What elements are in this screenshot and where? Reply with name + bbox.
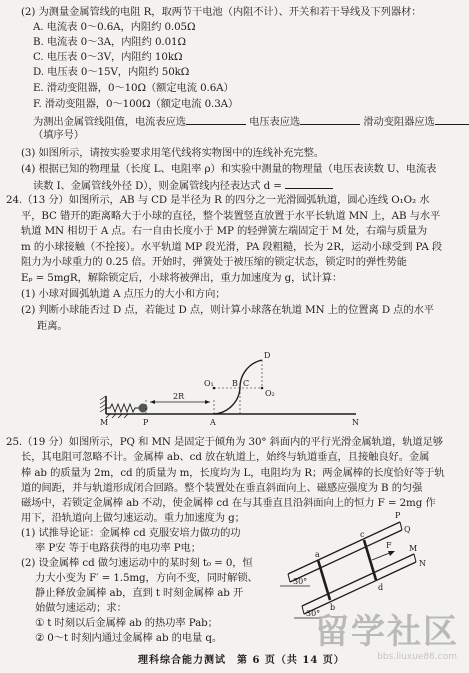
label-d: D (264, 351, 271, 360)
q24-part2-cont: 距离。 (37, 320, 68, 332)
q25-heading: 25.（19 分）如图所示，PQ 和 MN 是固定于倾角为 30° 斜面内的平行光滑金属轨道，轨道足够 (6, 436, 443, 448)
distance-label: 2R (173, 392, 185, 401)
watermark (315, 612, 459, 662)
q23-part3: (3) 如图所示，请按实验要求用笔代线将实物图中的连线补充完整。 (21, 147, 324, 159)
fig25-label-c: c (360, 530, 365, 539)
q24-line3: m 的小球接触（不拴接）。水平轨道 MP 段光滑，PA 段粗糙，长为 2R，运动小球受到 PA 段 (21, 241, 443, 253)
fig25-label-f: F (386, 541, 392, 550)
fig25-label-b: b (330, 603, 336, 612)
rail-ends (288, 522, 416, 614)
label-o1: O₁ (204, 379, 214, 388)
page-footer: 理科综合能力测试 第 6 页（共 14 页） (138, 655, 345, 666)
fill-hint: （填序号） (33, 129, 84, 141)
q24-line5: Eₚ = 5mgR，解除锁定后，小球将被弹出，重力加速度为 g，试计算： (21, 272, 343, 284)
q25-part2-l2: 力大小变为 F′ = 1.5mg，方向不变，同时解锁、 (35, 572, 258, 584)
fig25-label-n: N (419, 559, 426, 568)
watermark-brand: 留学社区 (315, 612, 459, 652)
q24-line1: 平，BC 错开的距离略大于小球的直径，整个装置竖直放置于水平长轨道 MN 上，AB 与水平 (21, 210, 441, 222)
q25-part2: (2) 设金属棒 cd 做匀速运动中的某时刻 t₀ = 0，恒 (21, 557, 253, 569)
q24-part2: (2) 判断小球能否过 D 点，若能过 D 点，则计算小球落在轨道 MN 上的位置离 D 点的水平 (21, 304, 434, 316)
fig25-label-d: d (378, 583, 384, 592)
label-a: A (210, 418, 216, 427)
rails (288, 522, 416, 614)
watermark-url: bbs.liuxue86.com (377, 652, 457, 662)
label-n: N (352, 418, 359, 427)
inner-diameter-prompt: 读数 I、金属管线外径 D），则金属管线内径表达式 d = (33, 180, 285, 192)
q23-part4: (4) 根据已知的物理量（长度 L、电阻率 ρ）和实验中测量的物理量（电压表读数 U、电流表 (21, 163, 437, 175)
q25-line3: 道的间距，并与轨道形成闭合回路。整个装置处在垂直斜面向上、磁感应强度为 B 的匀强 (21, 482, 423, 494)
fig25-label-a: a (315, 550, 320, 559)
q24-part1: (1) 小球对圆弧轨道 A 点压力的大小和方向； (21, 288, 226, 300)
q24-heading: 24.（13 分）如图所示，AB 与 CD 是半径为 R 的四分之一光滑圆弧轨道，圆心连线 O₁O₂ 水 (6, 194, 430, 206)
q25-sub1: ① t 时刻以后金属棒 ab 的热功率 Pab； (35, 617, 218, 629)
q25-line1: 长，其电阻可忽略不计。金属棒 ab、cd 放在轨道上，始终与轨道垂直，且接触良好。金属 (21, 451, 430, 463)
fig25-label-p: P (395, 511, 401, 520)
select-ammeter-label: 为测出金属管线阻值，电流表应选 (33, 116, 186, 128)
fig25-angle-upper: 30° (293, 577, 308, 586)
option-e: E. 滑动变阻器，0～10Ω（额定电流 0.6A） (33, 82, 234, 94)
q25-part2-l3: 静止释放金属棒 ab，直到 t 时刻金属棒 ab 开 (35, 587, 244, 599)
fig25-label-m: M (409, 544, 418, 553)
option-f: F. 滑动变阻器，0～100Ω（额定电流 0.3A） (33, 98, 239, 110)
label-b: B (232, 379, 238, 388)
option-d: D. 电压表 0～15V，内阻约 50kΩ (33, 66, 190, 78)
q25-line2: 棒 ab 的质量为 2m，cd 的质量为 m，长度均为 L，电阻均为 R；两金属棒的长度恰好等于轨 (21, 467, 445, 479)
q25-line4: 磁场中，若锁定金属棒 ab 不动，使金属棒 cd 在与其垂直且沿斜面向上的恒力 F = 2mg 作 (21, 497, 436, 509)
label-c: C (243, 379, 250, 388)
select-rheostat-label: 滑动变阻器应选 (363, 116, 435, 128)
select-voltmeter-label: 电压表应选 (249, 116, 301, 128)
q25-part1-cont: 率 P安 等于电路获得的电功率 P电； (35, 542, 201, 554)
fig25-angle-lower: 30° (306, 609, 321, 618)
label-p: P (143, 418, 149, 427)
label-m: M (100, 418, 109, 427)
q25-line5: 用下，沿轨道向上做匀速运动。重力加速度为 g； (21, 512, 245, 524)
option-c: C. 电压表 0～3V，内阻约 10kΩ (33, 51, 183, 63)
q24-line4: 阻力为小球重力的 0.25 倍。开始时，弹簧处于被压缩的锁定状态，锁定时的弹性势能 (21, 256, 407, 268)
q25-sub2: ② 0～t 时刻内通过金属棒 ab 的电量 q。 (35, 632, 223, 644)
q24-line2: 轨道 MN 相切于 A 点。右一自由长度小于 MP 的轻弹簧左端固定于 M 处，右端与质量为 (21, 225, 428, 237)
fig25-label-q: Q (404, 525, 411, 534)
label-o2: O₂ (265, 389, 275, 398)
q25-part2-l4: 始做匀速运动；求： (35, 602, 127, 614)
q25-part1: (1) 试推导论证：金属棒 cd 克服安培力做功的功 (21, 527, 241, 539)
q23-part2: (2) 为测量金属管线的电阻 R，取两节干电池（内阻不计）、开关和若干导线及下列器材： (21, 6, 422, 18)
option-a: A. 电流表 0～0.6A，内阻约 0.05Ω (33, 21, 196, 33)
option-b: B. 电流表 0～3A，内阻约 0.01Ω (33, 36, 186, 48)
